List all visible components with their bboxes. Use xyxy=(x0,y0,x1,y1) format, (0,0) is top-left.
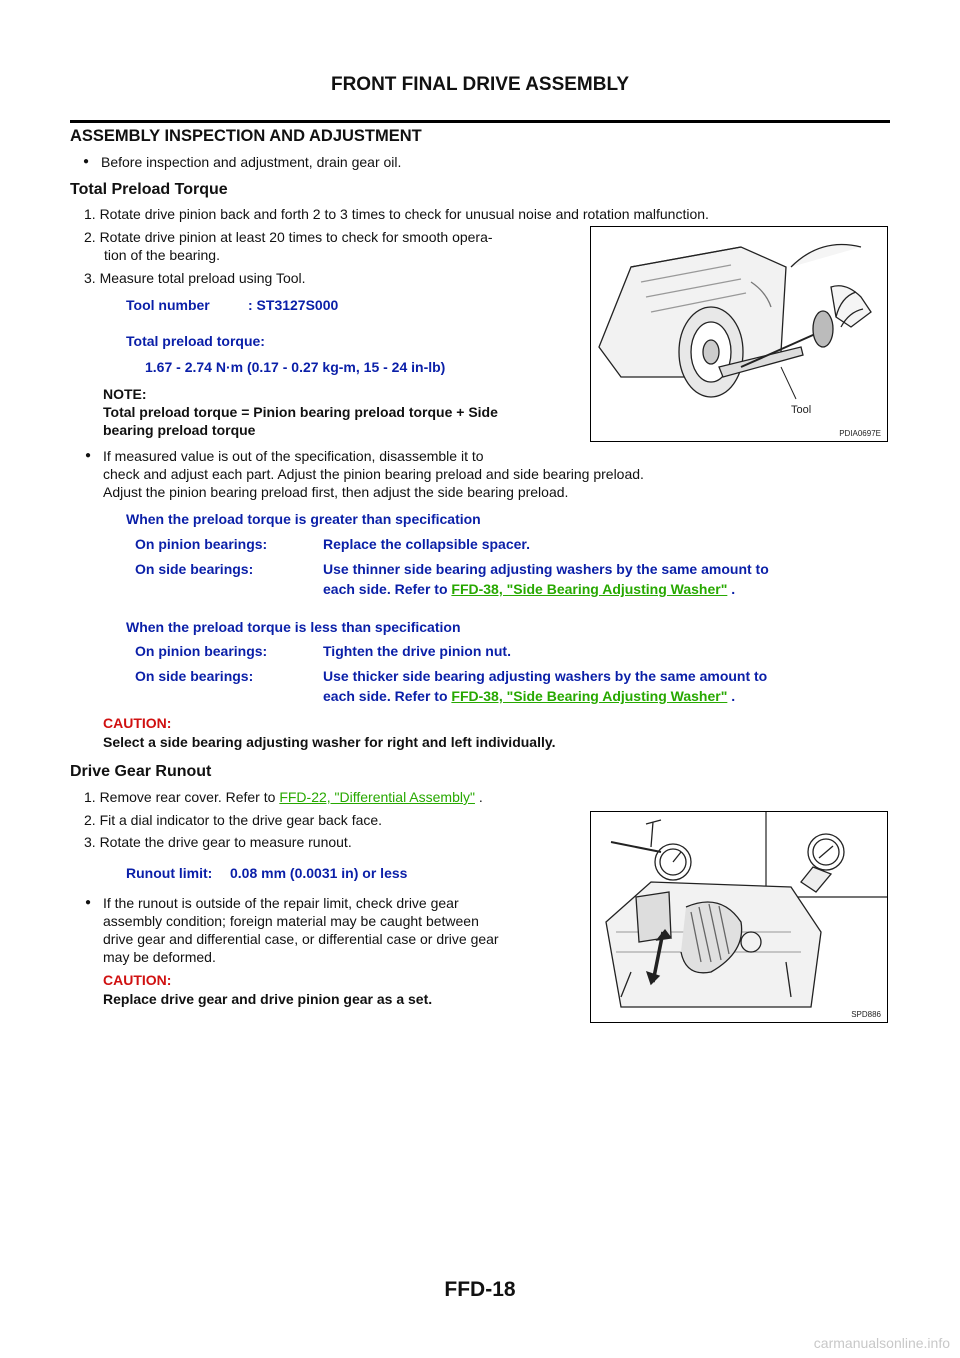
total-preload-torque-label: Total preload torque: xyxy=(126,333,265,349)
runout-step-1-text: 1. Remove rear cover. Refer to xyxy=(84,789,280,805)
page-header-title: FRONT FINAL DRIVE ASSEMBLY xyxy=(330,74,630,95)
runout-subtitle: Drive Gear Runout xyxy=(70,763,212,780)
side-bearing-washer-link-2[interactable]: FFD-38, "Side Bearing Adjusting Washer" xyxy=(451,688,728,704)
greater-side-line-2 xyxy=(323,580,735,598)
preload-step-1: 1. Rotate drive pinion back and forth 2 to 3 times to check for unusual noise and rotation malfunction. xyxy=(84,206,709,222)
tool-number-value: : ST3127S000 xyxy=(248,297,339,313)
side-bearing-washer-link-1[interactable]: FFD-38, "Side Bearing Adjusting Washer" xyxy=(451,581,728,597)
out-of-spec-line-2: check and adjust each part. Adjust the pinion bearing preload and side bearing preload. xyxy=(103,466,644,482)
less-pinion-value: Tighten the drive pinion nut. xyxy=(323,643,511,659)
runout-bullet-line-2: assembly condition; foreign material may be caught between xyxy=(103,913,479,929)
preload-caution-text: Select a side bearing adjusting washer for right and left individually. xyxy=(103,734,556,750)
runout-figure xyxy=(590,811,888,1023)
greater-side-line-1: Use thinner side bearing adjusting washers by the same amount to xyxy=(323,561,769,577)
preload-caution-label: CAUTION: xyxy=(103,715,172,731)
header-divider xyxy=(70,120,890,123)
out-of-spec-bullet: ● If measured value is out of the specification, disassemble it to xyxy=(103,447,484,465)
differential-assembly-link[interactable]: FFD-22, "Differential Assembly" xyxy=(279,789,475,805)
note-line-2: bearing preload torque xyxy=(103,422,256,438)
preload-figure-code: PDIA0697E xyxy=(839,429,881,438)
preload-illustration xyxy=(591,227,887,441)
preload-subtitle: Total Preload Torque xyxy=(70,181,228,198)
runout-step-1 xyxy=(84,788,483,806)
runout-limit-label: Runout limit: xyxy=(126,865,213,881)
runout-caution-text: Replace drive gear and drive pinion gear as a set. xyxy=(103,991,433,1007)
drain-oil-bullet: ● Before inspection and adjustment, drain gear oil. xyxy=(101,153,401,171)
runout-illustration xyxy=(591,812,887,1022)
total-preload-torque-value: 1.67 - 2.74 N·m (0.17 - 0.27 kg-m, 15 - 24 in-lb) xyxy=(145,359,446,375)
runout-step-2: 2. Fit a dial indicator to the drive gear back face. xyxy=(84,812,383,828)
less-side-line-2 xyxy=(323,687,735,705)
greater-side-refer-text: each side. Refer to xyxy=(323,581,452,597)
greater-pinion-value: Replace the collapsible spacer. xyxy=(323,536,530,552)
runout-step-1-post: . xyxy=(474,789,483,805)
runout-caution-label: CAUTION: xyxy=(103,972,172,988)
runout-figure-code: SPD886 xyxy=(851,1010,881,1019)
runout-bullet-line-1: ● If the runout is outside of the repair limit, check drive gear xyxy=(103,894,459,912)
watermark[interactable]: carmanualsonline.info xyxy=(813,1335,950,1351)
runout-bullet-line-3: drive gear and differential case, or differential case or drive gear xyxy=(103,931,499,947)
runout-step-3: 3. Rotate the drive gear to measure runout. xyxy=(84,834,352,850)
preload-step-2-cont: tion of the bearing. xyxy=(104,247,220,263)
greater-spec-title: When the preload torque is greater than specification xyxy=(126,511,481,527)
out-of-spec-line-3: Adjust the pinion bearing preload first, then adjust the side bearing preload. xyxy=(103,484,569,500)
less-side-label: On side bearings: xyxy=(135,668,254,684)
runout-bullet-line-4: may be deformed. xyxy=(103,949,216,965)
page-number: FFD-18 xyxy=(444,1278,516,1301)
preload-step-3: 3. Measure total preload using Tool. xyxy=(84,270,306,286)
preload-figure xyxy=(590,226,888,442)
figure-tool-label: Tool xyxy=(791,404,812,416)
greater-pinion-label: On pinion bearings: xyxy=(135,536,268,552)
preload-step-2: 2. Rotate drive pinion at least 20 times to check for smooth opera- xyxy=(84,229,493,245)
greater-side-label: On side bearings: xyxy=(135,561,254,577)
less-side-refer-text: each side. Refer to xyxy=(323,688,452,704)
tool-number-label: Tool number xyxy=(126,297,210,313)
less-pinion-label: On pinion bearings: xyxy=(135,643,268,659)
less-side-line-1: Use thicker side bearing adjusting washers by the same amount to xyxy=(323,668,768,684)
less-side-post: . xyxy=(727,688,736,704)
runout-limit-value: 0.08 mm (0.0031 in) or less xyxy=(230,865,408,881)
section-title: ASSEMBLY INSPECTION AND ADJUSTMENT xyxy=(70,127,422,145)
note-label: NOTE: xyxy=(103,386,147,402)
note-line-1: Total preload torque = Pinion bearing preload torque + Side xyxy=(103,404,498,420)
less-spec-title: When the preload torque is less than specification xyxy=(126,619,461,635)
greater-side-post: . xyxy=(727,581,736,597)
